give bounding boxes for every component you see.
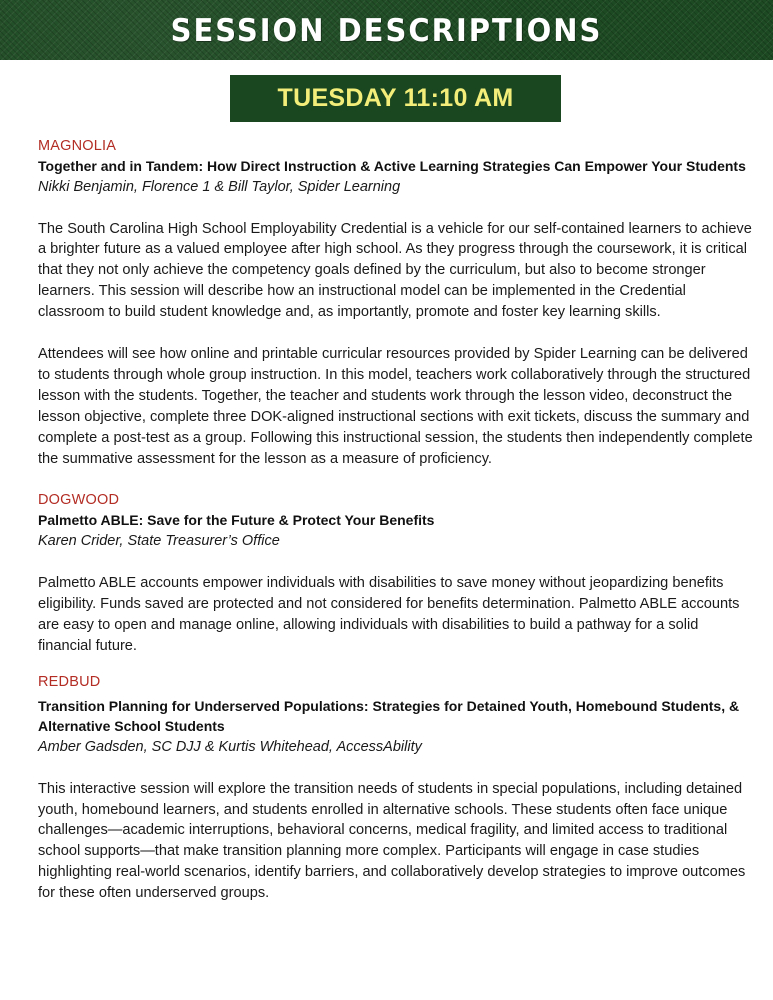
session-presenters: Nikki Benjamin, Florence 1 & Bill Taylor, Spider Learning — [38, 178, 401, 195]
time-slot-label: TUESDAY 11:10 AM — [277, 84, 514, 112]
session-description: Palmetto ABLE accounts empower individuals with disabilities to save money without jeopardizing benefits eligibility. Funds saved are protected and not considered for benefits determination. Palmetto ABLE accounts are easy to open and manage online, allowing individuals with disabilities to build a pathway for a solid financial future. — [38, 574, 740, 654]
header-banner — [0, 0, 773, 60]
session-description: The South Carolina High School Employability Credential is a vehicle for our self-contained learners to achieve a brighter future as a valued employee after high school. As they progress through the coursework, it is critical that they not only achieve the competency goals defined by the curriculum, but also to become stronger learners. This session will describe how an instructional model can be implemented in the Credential classroom to build student knowledge and, as importantly, promote and foster key learning skills. — [38, 220, 752, 321]
session-dogwood — [38, 490, 754, 656]
time-slot-banner — [230, 75, 561, 122]
session-magnolia — [38, 136, 754, 469]
session-list — [38, 136, 754, 904]
session-title: Palmetto ABLE: Save for the Future & Protect Your Benefits — [38, 512, 435, 529]
session-description: Attendees will see how online and printable curricular resources provided by Spider Learning can be delivered to students through whole group instruction. In this model, teachers work collaboratively through the structured lesson with the students. Together, the teacher and students work through the lesson video, deconstruct the lesson objective, complete three DOK-aligned instructional sections with exit tickets, discuss the summary and complete a post-test as a group. Following this instructional session, the students then independently complete the summative assessment for the lesson as a measure of proficiency. — [38, 346, 753, 467]
session-description: This interactive session will explore the transition needs of students in special populations, including detained youth, homebound learners, and students enrolled in alternative schools. These students often face unique challenges—academic interruptions, behavioral concerns, medical fragility, and limited access to traditional school supports—that make transition planning more complex. Participants will engage in case studies highlighting real-world scenarios, identify barriers, and collaboratively develop strategies to improve outcomes for these often underserved groups. — [38, 780, 746, 902]
session-room: DOGWOOD — [38, 492, 120, 509]
page-title: SESSION DESCRIPTIONS — [170, 11, 603, 49]
session-presenters: Karen Crider, State Treasurer’s Office — [38, 532, 280, 549]
session-redbud — [38, 672, 754, 904]
session-title: Transition Planning for Underserved Populations: Strategies for Detained Youth, Homebound Students, & Alternative School Students — [38, 697, 740, 735]
session-title: Together and in Tandem: How Direct Instruction & Active Learning Strategies Can Empower Your Students — [38, 158, 746, 174]
session-room: REDBUD — [38, 673, 101, 690]
session-presenters: Amber Gadsden, SC DJJ & Kurtis Whitehead, AccessAbility — [38, 738, 422, 755]
session-room: MAGNOLIA — [38, 138, 117, 154]
